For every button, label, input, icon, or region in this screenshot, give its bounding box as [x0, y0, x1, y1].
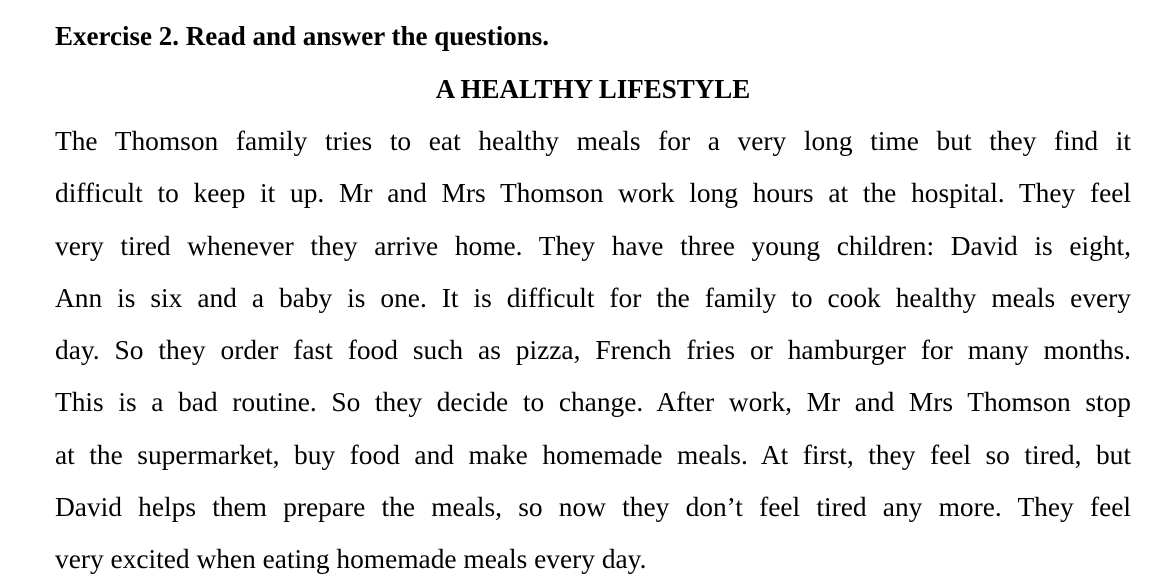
- passage-line-2: difficult to keep it up. Mr and Mrs Thomson work long hours at the hospital. They feel: [55, 178, 1131, 209]
- passage-line-8: David helps them prepare the meals, so now they don’t feel tired any more. They feel: [55, 492, 1131, 523]
- passage-title: A HEALTHY LIFESTYLE: [435, 74, 751, 104]
- passage-line-6: This is a bad routine. So they decide to change. After work, Mr and Mrs Thomson stop: [55, 387, 1131, 418]
- passage-line-3: very tired whenever they arrive home. They have three young children: David is eight,: [55, 230, 1131, 261]
- exercise-heading: Exercise 2. Read and answer the questions.: [55, 21, 550, 51]
- passage-line-4: Ann is six and a baby is one. It is difficult for the family to cook healthy meals every: [55, 282, 1131, 313]
- reading-passage: [55, 115, 1131, 586]
- passage-line-7: at the supermarket, buy food and make homemade meals. At first, they feel so tired, but: [55, 439, 1131, 470]
- passage-line-5: day. So they order fast food such as pizza, French fries or hamburger for many months.: [55, 335, 1131, 366]
- passage-line-1: The Thomson family tries to eat healthy meals for a very long time but they find it: [55, 126, 1131, 156]
- passage-line-9: very excited when eating homemade meals every day.: [55, 544, 647, 575]
